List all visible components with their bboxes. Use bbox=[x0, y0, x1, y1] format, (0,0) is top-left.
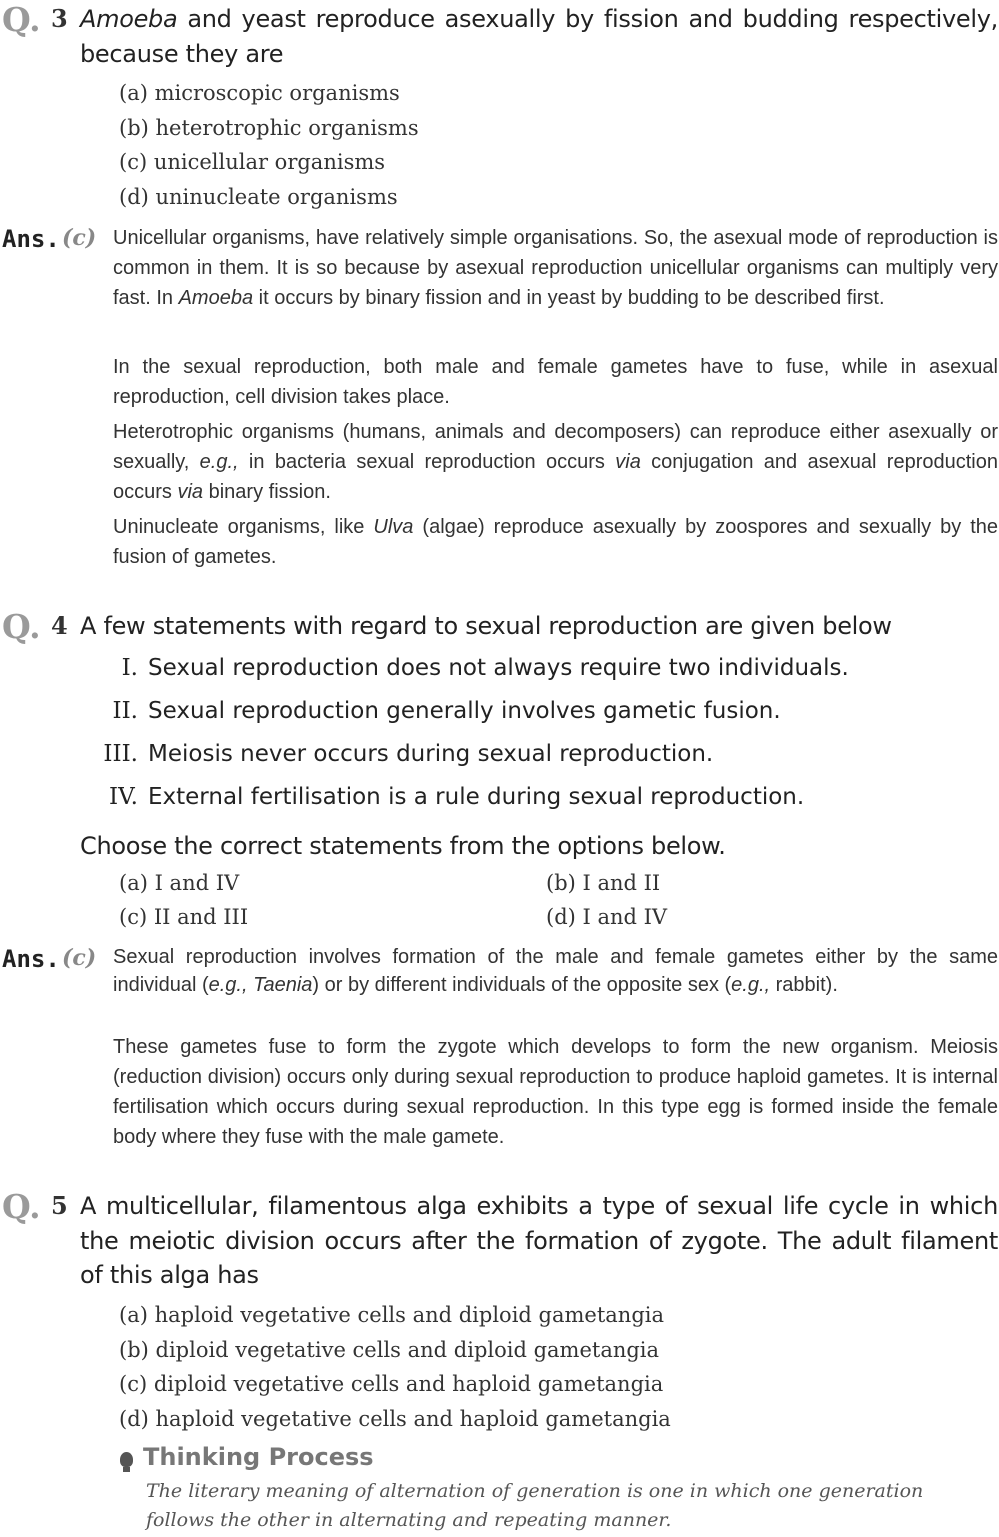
statement-text: External fertilisation is a rule during sexual reproduction. bbox=[148, 784, 805, 810]
answer-paragraph-1: Unicellular organisms, have relatively simple organisations. So, the asexual mode of reproduction is common in them. It is so because by asexual reproduction unicellular organisms can multiply very fast. In Amoeba it occurs by binary fission and in yeast by budding to be described first. bbox=[113, 227, 998, 309]
statement-text: Sexual reproduction generally involves gametic fusion. bbox=[148, 698, 781, 724]
question-text: A few statements with regard to sexual reproduction are given below bbox=[80, 612, 892, 640]
question-text-italic: Amoeba bbox=[80, 5, 178, 33]
thinking-process-text: The literary meaning of alternation of generation is one in which one generation follows the other in alternating and repeating manner. bbox=[146, 1480, 924, 1531]
statement-text: Sexual reproduction does not always require two individuals. bbox=[148, 655, 849, 681]
option-a: (a) I and IV bbox=[119, 871, 240, 895]
option-b: (b) heterotrophic organisms bbox=[119, 115, 419, 140]
lightbulb-icon bbox=[120, 1452, 133, 1467]
question-text: A multicellular, filamentous alga exhibits a type of sexual life cycle in which the meiotic division occurs after the formation of zygote. The adult filament of this alga has bbox=[80, 1192, 998, 1289]
answer-paragraph-1: Sexual reproduction involves formation of the male and female gametes either by the same individual (e.g., Taenia) or by different individuals of the opposite sex (e.g., rabbit). bbox=[113, 946, 998, 996]
statement-item bbox=[86, 737, 849, 771]
option-a: (a) haploid vegetative cells and diploid gametangia bbox=[119, 1303, 665, 1327]
statement-number: IV. bbox=[109, 784, 138, 810]
answer-label: Ans. bbox=[2, 225, 60, 253]
option-d: (d) I and IV bbox=[546, 905, 668, 929]
question-mark: Q. bbox=[2, 1187, 41, 1226]
question-mark: Q. bbox=[2, 607, 41, 646]
question-4 bbox=[2, 607, 999, 937]
option-b: (b) I and II bbox=[546, 871, 661, 895]
option-d: (d) uninucleate organisms bbox=[119, 184, 398, 209]
option-d: (d) haploid vegetative cells and haploid gametangia bbox=[119, 1406, 671, 1431]
answer-key: (c) bbox=[62, 945, 97, 971]
statement-item bbox=[86, 651, 849, 685]
statement-item bbox=[86, 780, 849, 814]
answer-paragraph-4: Uninucleate organisms, like Ulva (algae) reproduce asexually by zoospores and sexually by the fusion of gametes. bbox=[113, 516, 998, 568]
thinking-process-heading bbox=[120, 1443, 960, 1471]
statement-item bbox=[86, 694, 849, 728]
answer-4 bbox=[0, 942, 999, 1157]
option-list bbox=[119, 1298, 671, 1436]
statement-text: Meiosis never occurs during sexual reproduction. bbox=[148, 741, 714, 767]
statement-number: I. bbox=[121, 655, 138, 681]
answer-paragraph-2: These gametes fuse to form the zygote which develops to form the new organism. Meiosis (reduction division) occurs only during sexual reproduction to produce haploid gametes. It is internal fertilisation which occurs during sexual reproduction. In this type egg is formed inside the female body where they fuse with the male gamete. bbox=[113, 1036, 998, 1148]
question-text bbox=[80, 2, 998, 71]
question-number: 4 bbox=[51, 611, 68, 640]
question-5 bbox=[2, 1187, 999, 1537]
option-list bbox=[119, 76, 419, 214]
question-mark: Q. bbox=[2, 0, 41, 39]
statement-number: II. bbox=[112, 698, 138, 724]
option-b: (b) diploid vegetative cells and diploid gametangia bbox=[119, 1337, 660, 1362]
thinking-process bbox=[120, 1443, 960, 1535]
thinking-process-title: Thinking Process bbox=[143, 1443, 374, 1471]
question-text-rest: and yeast reproduce asexually by fission and budding respectively, because they are bbox=[80, 5, 998, 68]
answer-3 bbox=[0, 222, 999, 572]
answer-label: Ans. bbox=[2, 945, 60, 973]
question-instruction: Choose the correct statements from the options below. bbox=[80, 832, 726, 860]
question-number: 3 bbox=[51, 4, 68, 33]
statement-number: III. bbox=[103, 741, 138, 767]
option-a: (a) microscopic organisms bbox=[119, 81, 400, 105]
question-number: 5 bbox=[51, 1191, 68, 1220]
answer-key: (c) bbox=[62, 225, 97, 251]
question-3 bbox=[2, 0, 999, 215]
answer-paragraph-2: In the sexual reproduction, both male and female gametes have to fuse, while in asexual reproduction, cell division takes place. bbox=[113, 356, 998, 408]
option-c: (c) diploid vegetative cells and haploid gametangia bbox=[119, 1372, 664, 1396]
answer-paragraph-3: Heterotrophic organisms (humans, animals and decomposers) can reproduce either asexually or sexually, e.g., in bacteria sexual reproduction occurs via conjugation and asexual reproduction occurs via binary fission. bbox=[113, 421, 998, 503]
statement-list bbox=[86, 651, 849, 814]
option-c: (c) unicellular organisms bbox=[119, 150, 386, 174]
option-c: (c) II and III bbox=[119, 905, 249, 929]
